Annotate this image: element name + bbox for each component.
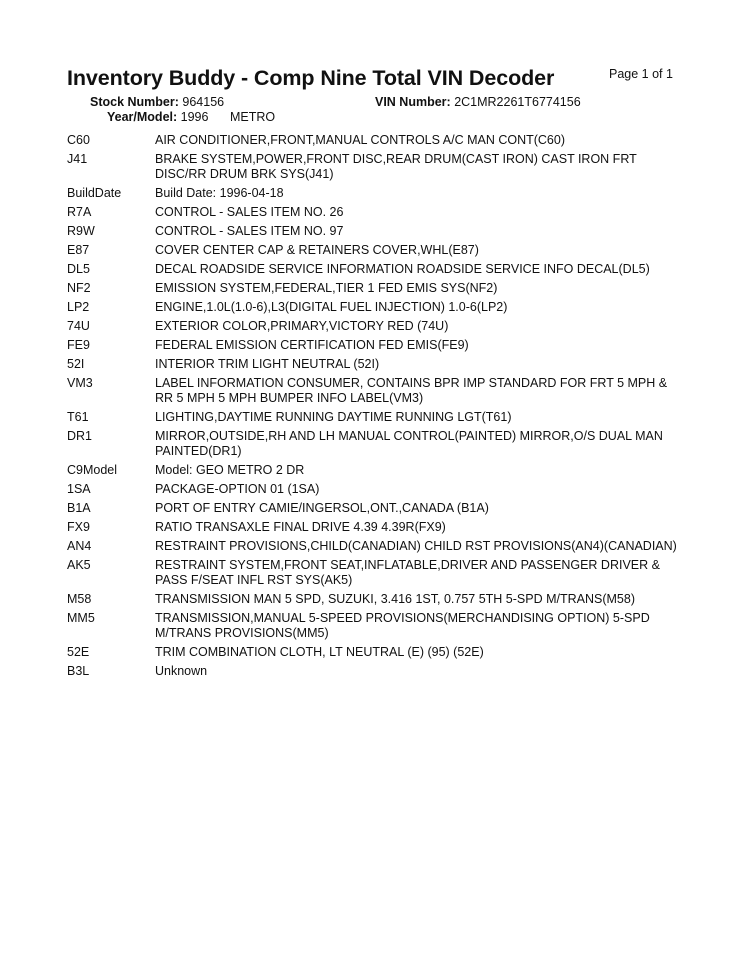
option-description: Unknown xyxy=(155,664,208,678)
option-description: RESTRAINT SYSTEM,FRONT SEAT,INFLATABLE,DRIVER AND PASSENGER DRIVER & PASS F/SEAT INFL RST SYS(AK5) xyxy=(155,558,660,587)
option-row xyxy=(67,357,687,372)
option-row xyxy=(67,482,687,497)
option-description: MIRROR,OUTSIDE,RH AND LH MANUAL CONTROL(PAINTED) MIRROR,O/S DUAL MAN PAINTED(DR1) xyxy=(155,429,663,458)
vin-value: 2C1MR2261T6774156 xyxy=(454,95,581,109)
option-row xyxy=(67,611,687,641)
option-description: TRIM COMBINATION CLOTH, LT NEUTRAL (E) (95) (52E) xyxy=(155,645,484,659)
option-row xyxy=(67,501,687,516)
option-row xyxy=(67,463,687,478)
option-code: NF2 xyxy=(67,281,91,295)
option-code: C9Model xyxy=(67,463,118,477)
option-code: J41 xyxy=(67,152,88,166)
option-row xyxy=(67,539,687,554)
option-description: LIGHTING,DAYTIME RUNNING DAYTIME RUNNING LGT(T61) xyxy=(155,410,512,424)
option-description: ENGINE,1.0L(1.0-6),L3(DIGITAL FUEL INJECTION) 1.0-6(LP2) xyxy=(155,300,508,314)
year-model xyxy=(107,110,275,124)
option-code: 52I xyxy=(67,357,85,371)
option-row xyxy=(67,243,687,258)
year-label: Year/Model: xyxy=(107,110,178,124)
option-row xyxy=(67,429,687,459)
option-code: BuildDate xyxy=(67,186,122,200)
option-code: MM5 xyxy=(67,611,95,625)
option-description: CONTROL - SALES ITEM NO. 97 xyxy=(155,224,344,238)
option-row xyxy=(67,319,687,334)
option-row xyxy=(67,186,687,201)
option-description: PACKAGE-OPTION 01 (1SA) xyxy=(155,482,320,496)
option-row xyxy=(67,376,687,406)
option-description: LABEL INFORMATION CONSUMER, CONTAINS BPR IMP STANDARD FOR FRT 5 MPH & RR 5 MPH 5 MPH BUMPER INFO LABEL(VM3) xyxy=(155,376,668,405)
option-description: TRANSMISSION MAN 5 SPD, SUZUKI, 3.416 1ST, 0.757 5TH 5-SPD M/TRANS(M58) xyxy=(155,592,635,606)
option-code-list xyxy=(67,133,687,683)
option-description: PORT OF ENTRY CAMIE/INGERSOL,ONT.,CANADA (B1A) xyxy=(155,501,489,515)
stock-label: Stock Number: xyxy=(90,95,179,109)
option-code: AK5 xyxy=(67,558,91,572)
option-row xyxy=(67,205,687,220)
option-description: DECAL ROADSIDE SERVICE INFORMATION ROADSIDE SERVICE INFO DECAL(DL5) xyxy=(155,262,650,276)
option-row xyxy=(67,262,687,277)
stock-number xyxy=(90,95,224,109)
option-description: TRANSMISSION,MANUAL 5-SPEED PROVISIONS(MERCHANDISING OPTION) 5-SPD M/TRANS PROVISIONS(MM5) xyxy=(155,611,650,640)
option-code: DR1 xyxy=(67,429,93,443)
option-code: C60 xyxy=(67,133,90,147)
option-code: 1SA xyxy=(67,482,91,496)
option-description: RATIO TRANSAXLE FINAL DRIVE 4.39 4.39R(FX9) xyxy=(155,520,446,534)
option-code: LP2 xyxy=(67,300,90,314)
option-code: R7A xyxy=(67,205,92,219)
option-row xyxy=(67,281,687,296)
option-row xyxy=(67,592,687,607)
option-code: 74U xyxy=(67,319,90,333)
option-description: COVER CENTER CAP & RETAINERS COVER,WHL(E87) xyxy=(155,243,479,257)
option-description: EXTERIOR COLOR,PRIMARY,VICTORY RED (74U) xyxy=(155,319,449,333)
year-value: 1996 xyxy=(180,110,209,124)
option-row xyxy=(67,558,687,588)
option-row xyxy=(67,410,687,425)
page-number: Page 1 of 1 xyxy=(609,67,673,81)
option-description: Build Date: 1996-04-18 xyxy=(155,186,284,200)
model-value: METRO xyxy=(229,110,276,124)
option-code: FX9 xyxy=(67,520,90,534)
option-row xyxy=(67,152,687,182)
option-description: AIR CONDITIONER,FRONT,MANUAL CONTROLS A/C MAN CONT(C60) xyxy=(155,133,565,147)
option-code: M58 xyxy=(67,592,92,606)
option-row xyxy=(67,664,687,679)
page-title: Inventory Buddy - Comp Nine Total VIN Decoder xyxy=(67,66,555,90)
option-row xyxy=(67,224,687,239)
option-description: Model: GEO METRO 2 DR xyxy=(155,463,305,477)
option-row xyxy=(67,338,687,353)
option-code: B3L xyxy=(67,664,90,678)
option-row xyxy=(67,300,687,315)
option-description: FEDERAL EMISSION CERTIFICATION FED EMIS(FE9) xyxy=(155,338,469,352)
option-description: CONTROL - SALES ITEM NO. 26 xyxy=(155,205,344,219)
option-row xyxy=(67,520,687,535)
option-row xyxy=(67,645,687,660)
option-row xyxy=(67,133,687,148)
vin-number xyxy=(375,95,581,109)
option-description: BRAKE SYSTEM,POWER,FRONT DISC,REAR DRUM(CAST IRON) CAST IRON FRT DISC/RR DRUM BRK SYS(J41) xyxy=(155,152,637,181)
option-code: FE9 xyxy=(67,338,90,352)
option-code: 52E xyxy=(67,645,90,659)
option-code: VM3 xyxy=(67,376,93,390)
option-description: EMISSION SYSTEM,FEDERAL,TIER 1 FED EMIS SYS(NF2) xyxy=(155,281,498,295)
option-code: R9W xyxy=(67,224,95,238)
option-code: AN4 xyxy=(67,539,92,553)
option-code: T61 xyxy=(67,410,89,424)
option-description: INTERIOR TRIM LIGHT NEUTRAL (52I) xyxy=(155,357,380,371)
option-code: B1A xyxy=(67,501,91,515)
option-description: RESTRAINT PROVISIONS,CHILD(CANADIAN) CHILD RST PROVISIONS(AN4)(CANADIAN) xyxy=(155,539,677,553)
vin-label: VIN Number: xyxy=(375,95,451,109)
option-code: DL5 xyxy=(67,262,90,276)
option-code: E87 xyxy=(67,243,90,257)
stock-value: 964156 xyxy=(182,95,225,109)
